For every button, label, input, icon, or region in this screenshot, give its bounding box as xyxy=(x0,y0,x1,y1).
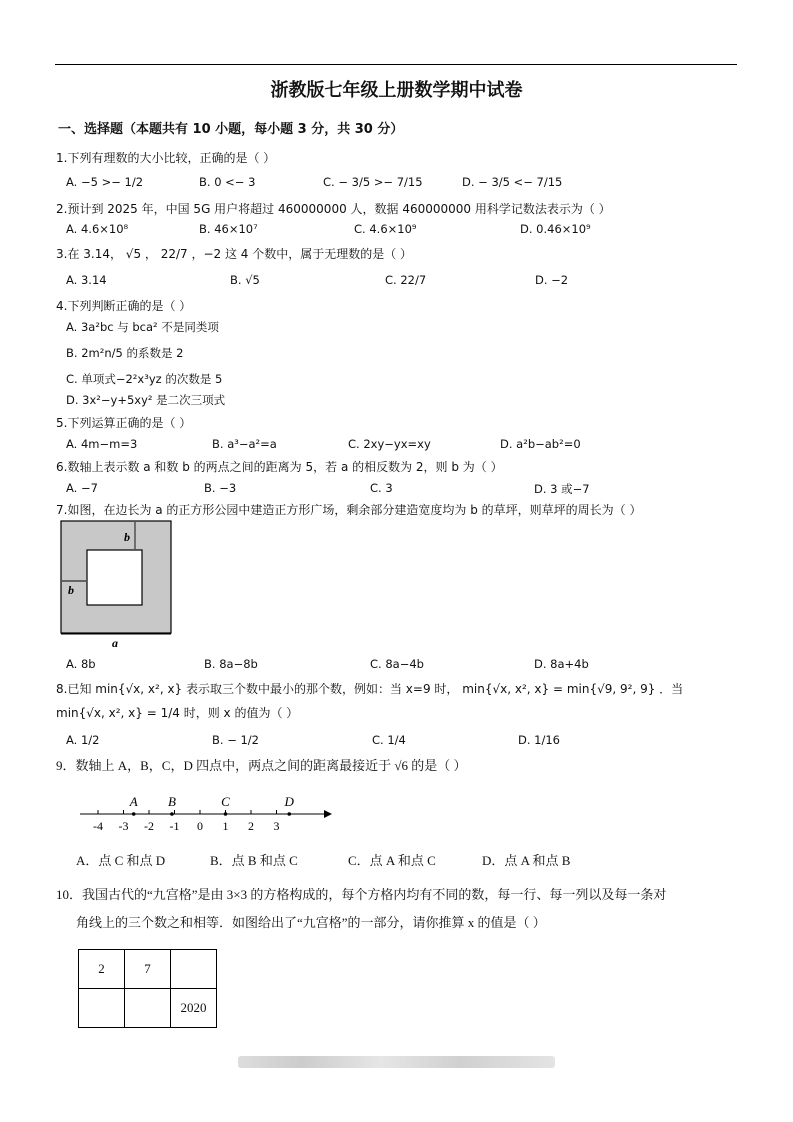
q6-option-b[interactable]: B. −3 xyxy=(204,481,237,495)
grid-row xyxy=(79,989,217,1028)
label-b-left: b xyxy=(68,583,74,597)
q8-option-a[interactable]: A. 1/2 xyxy=(66,733,100,747)
question-10-line2: 角线上的三个数之和相等．如图给出了“九宫格”的一部分，请你推算 x 的值是（ ） xyxy=(76,915,546,930)
axis-tick-label: -4 xyxy=(93,819,103,833)
question-8-line2: min{√x, x², x} = 1/4 时，则 x 的值为（ ） xyxy=(56,706,299,720)
q9-option-d[interactable]: D．点 A 和点 B xyxy=(482,853,571,868)
question-1-stem: 1.下列有理数的大小比较，正确的是（ ） xyxy=(56,151,276,165)
label-a: a xyxy=(112,636,118,650)
q2-option-d[interactable]: D. 0.46×10⁹ xyxy=(520,222,591,236)
question-10-line1: 10．我国古代的“九宫格”是由 3×3 的方格构成的，每个方格内均有不同的数，每一行、每一列以及每一条对 xyxy=(56,887,667,902)
q3-option-a[interactable]: A. 3.14 xyxy=(66,273,107,287)
q8-option-c[interactable]: C. 1/4 xyxy=(372,733,406,747)
question-2-stem: 2.预计到 2025 年，中国 5G 用户将超过 460000000 人，数据 460000000 用科学记数法表示为（ ） xyxy=(56,202,611,216)
q2-option-b[interactable]: B. 46×10⁷ xyxy=(199,222,258,236)
watermark-blur xyxy=(238,1056,555,1068)
question-3-stem: 3.在 3.14， √5 ， 22/7 ，−2 这 4 个数中，属于无理数的是（ ） xyxy=(56,247,413,261)
q4-option-a[interactable]: A. 3a²bc 与 bca² 不是同类项 xyxy=(66,320,219,334)
nine-grid xyxy=(78,949,217,1028)
question-8-line1: 8.已知 min{√x, x², x} 表示取三个数中最小的那个数，例如：当 x=9 时， min{√x, x², x} = min{√9, 9², 9} ．当 xyxy=(56,682,684,696)
grid-cell xyxy=(171,950,217,989)
axis-point xyxy=(132,812,136,816)
axis-tick-label: 0 xyxy=(197,819,203,833)
q7-option-c[interactable]: C. 8a−4b xyxy=(370,657,424,671)
q5-option-c[interactable]: C. 2xy−yx=xy xyxy=(348,437,431,451)
q9-option-b[interactable]: B．点 B 和点 C xyxy=(210,853,298,868)
axis-tick-label: -3 xyxy=(118,819,129,833)
question-5-stem: 5.下列运算正确的是（ ） xyxy=(56,416,192,430)
question-9-stem: 9．数轴上 A，B，C，D 四点中，两点之间的距离最接近于 √6 的是（ ） xyxy=(56,758,467,773)
q7-option-b[interactable]: B. 8a−8b xyxy=(204,657,258,671)
axis-point xyxy=(287,812,291,816)
q1-option-a[interactable]: A. −5 >− 1/2 xyxy=(66,175,144,189)
q2-option-c[interactable]: C. 4.6×10⁹ xyxy=(354,222,417,236)
q9-option-c[interactable]: C．点 A 和点 C xyxy=(348,853,436,868)
q1-option-d[interactable]: D. − 3/5 <− 7/15 xyxy=(462,175,563,189)
q3-option-c[interactable]: C. 22/7 xyxy=(385,273,427,287)
q6-option-d[interactable]: D. 3 或−7 xyxy=(534,482,590,496)
q4-option-c[interactable]: C. 单项式−2²x³yz 的次数是 5 xyxy=(66,372,223,386)
question-7-stem: 7.如图，在边长为 a 的正方形公园中建造正方形广场，剩余部分建造宽度均为 b 的草坪，则草坪的周长为（ ） xyxy=(56,503,642,517)
label-b-top: b xyxy=(124,530,130,544)
axis-tick-label: -2 xyxy=(144,819,154,833)
axis-point-label: D xyxy=(284,794,294,809)
q9-option-a[interactable]: A．点 C 和点 D xyxy=(76,853,166,868)
axis-point xyxy=(224,812,228,816)
grid-row xyxy=(79,950,217,989)
question-6-stem: 6.数轴上表示数 a 和数 b 的两点之间的距离为 5，若 a 的相反数为 2，则 b 为（ ） xyxy=(56,460,503,474)
axis-point xyxy=(170,812,174,816)
grid-cell: 7 xyxy=(125,950,171,989)
number-line xyxy=(78,790,338,834)
axis-point-label: B xyxy=(167,794,176,809)
axis-ticks xyxy=(93,810,280,833)
axis-points xyxy=(129,794,295,816)
axis-point-label: C xyxy=(221,794,230,809)
q7-option-d[interactable]: D. 8a+4b xyxy=(534,657,589,671)
q7-option-a[interactable]: A. 8b xyxy=(66,657,96,671)
axis-tick-label: -1 xyxy=(169,819,180,833)
grid-cell xyxy=(79,989,125,1028)
axis-arrow xyxy=(324,810,332,818)
q5-option-b[interactable]: B. a³−a²=a xyxy=(212,437,277,451)
question-4-stem: 4.下列判断正确的是（ ） xyxy=(56,299,192,313)
q1-option-c[interactable]: C. − 3/5 >− 7/15 xyxy=(323,175,423,189)
section-heading: 一、选择题（本题共有 10 小题，每小题 3 分，共 30 分） xyxy=(58,122,404,137)
axis-tick-label: 3 xyxy=(273,819,280,833)
q5-option-d[interactable]: D. a²b−ab²=0 xyxy=(500,437,581,451)
q1-option-b[interactable]: B. 0 <− 3 xyxy=(199,175,256,189)
grid-cell: 2 xyxy=(79,950,125,989)
axis-point-label: A xyxy=(129,794,138,809)
q3-option-b[interactable]: B. √5 xyxy=(230,273,260,287)
axis-tick-label: 1 xyxy=(222,819,229,833)
q5-option-a[interactable]: A. 4m−m=3 xyxy=(66,437,138,451)
q8-option-b[interactable]: B. − 1/2 xyxy=(212,733,259,747)
axis-tick-label: 2 xyxy=(248,819,254,833)
square-park-figure xyxy=(58,519,178,651)
q6-option-c[interactable]: C. 3 xyxy=(370,481,393,495)
top-rule xyxy=(55,64,737,65)
q8-option-d[interactable]: D. 1/16 xyxy=(518,733,560,747)
grid-cell: 2020 xyxy=(171,989,217,1028)
q2-option-a[interactable]: A. 4.6×10⁸ xyxy=(66,222,129,236)
page-title: 浙教版七年级上册数学期中试卷 xyxy=(270,80,523,101)
q6-option-a[interactable]: A. −7 xyxy=(66,481,98,495)
q3-option-d[interactable]: D. −2 xyxy=(535,273,569,287)
q4-option-b[interactable]: B. 2m²n/5 的系数是 2 xyxy=(66,346,184,360)
plaza-inner-square xyxy=(87,550,142,605)
grid-cell xyxy=(125,989,171,1028)
q4-option-d[interactable]: D. 3x²−y+5xy² 是二次三项式 xyxy=(66,393,226,407)
